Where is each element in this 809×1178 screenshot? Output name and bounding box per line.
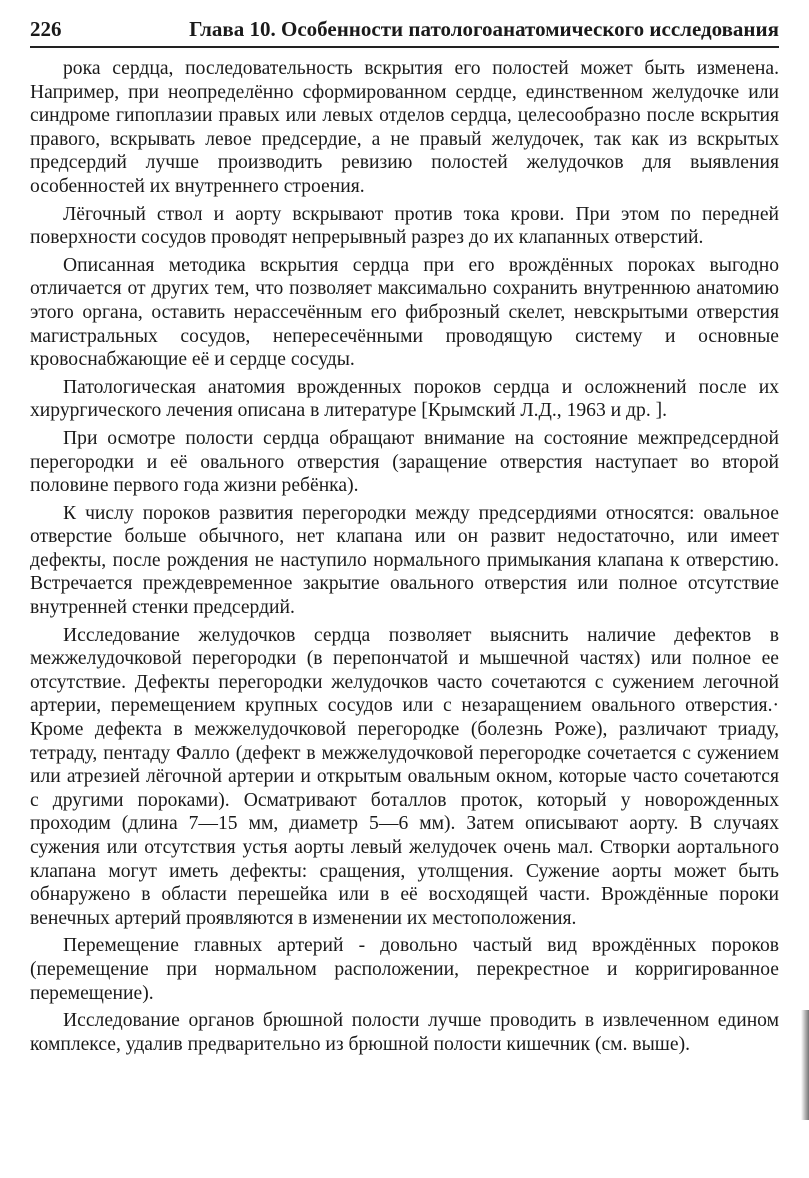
paragraph-literature: Патологическая анатомия врожденных пороков сердца и осложнений после их хирургического лечения описана в литературе [Крымский Л.Д., 1963 и др. ]. (30, 376, 779, 422)
chapter-title: Глава 10. Особенности патологоанатомического исследования (189, 17, 779, 41)
paragraph-heart-opening-order: рока сердца, последовательность вскрытия его полостей может быть изменена. Например, при неопределённо сформированном сердце, единственном желудочке или синдроме гипоплазии правых или левых отделов сердца, целесообразно после вскрытия правого, вскрывать левое предсердие, а не правый желудочек, так как из вскрытых предсердий лучше производить ревизию полостей желудочков для выявления особенностей их внутреннего строения. (30, 58, 779, 197)
running-header (30, 14, 779, 44)
paragraph-pulmonary-trunk: Лёгочный ствол и аорту вскрывают против тока крови. При этом по передней поверхности сосудов проводят непрерывный разрез до их клапанных отверстий. (30, 203, 779, 249)
paragraph-method-advantages: Описанная методика вскрытия сердца при его врождённых пороках выгодно отличается от других тем, что позволяет максимально сохранить внутреннюю анатомию этого органа, оставить нерассечённым его фиброзный скелет, невскрытыми отверстия магистральных сосудов, непересечёнными проводящую систему и основные кровоснабжающие её и сердце сосуды. (30, 254, 779, 371)
header-rule (30, 46, 779, 48)
paragraph-artery-transposition: Перемещение главных артерий - довольно частый вид врождённых пороков (перемещение при нормальном расположении, перекрестное и корригированное перемещение). (30, 935, 779, 1004)
paragraph-ventricles: Исследование желудочков сердца позволяет выяснить наличие дефектов в межжелудочковой перегородки (в перепончатой и мышечной частях) или полное ее отсутствие. Дефекты перегородки желудочков часто сочетаются с сужением легочной артерии, перемещением крупных сосудов или с незаращением овального отверстия.· Кроме дефекта в межжелудочковой перегородке (болезнь Роже), различают триаду, тетраду, пентаду Фалло (дефект в межжелудочковой перегородке сочетается с сужением или атрезией лёгочной артерии и открытым овальным окном, которые часто сочетаются с другими пороками). Осматривают боталлов проток, который у новорожденных проходим (длина 7—15 мм, диаметр 5—6 мм). Затем описывают аорту. В случаях сужения или отсутствия устья аорты левый желудочек очень мал. Створки аортального клапана могут иметь дефекты: сращения, утолщения. Сужение аорты может быть обнаружено в области перешейка или в её восходящей части. Врождённые пороки венечных артерий проявляются в изменении их местоположения. (30, 624, 779, 929)
paragraph-abdominal-organs: Исследование органов брюшной полости лучше проводить в извлеченном едином комплексе, удалив предварительно из брюшной полости кишечник (см. выше). (30, 1010, 779, 1055)
paragraph-atrial-septum: При осмотре полости сердца обращают внимание на состояние межпредсердной перегородки и её овального отверстия (заращение отверстия наступает во второй половине первого года жизни ребёнка). (30, 427, 779, 497)
page-number: 226 (30, 17, 62, 41)
scan-edge-shadow (801, 1010, 809, 1120)
body-text (30, 57, 779, 1060)
paragraph-septal-defects: К числу пороков развития перегородки между предсердиями относятся: овальное отверстие больше обычного, нет клапана или он развит недостаточно, или имеет дефекты, после рождения не наступило нормального примыкания клапана к отверстию. Встречается преждевременное закрытие овального отверстия или полное отсутствие внутренней стенки предсердий. (30, 502, 779, 619)
